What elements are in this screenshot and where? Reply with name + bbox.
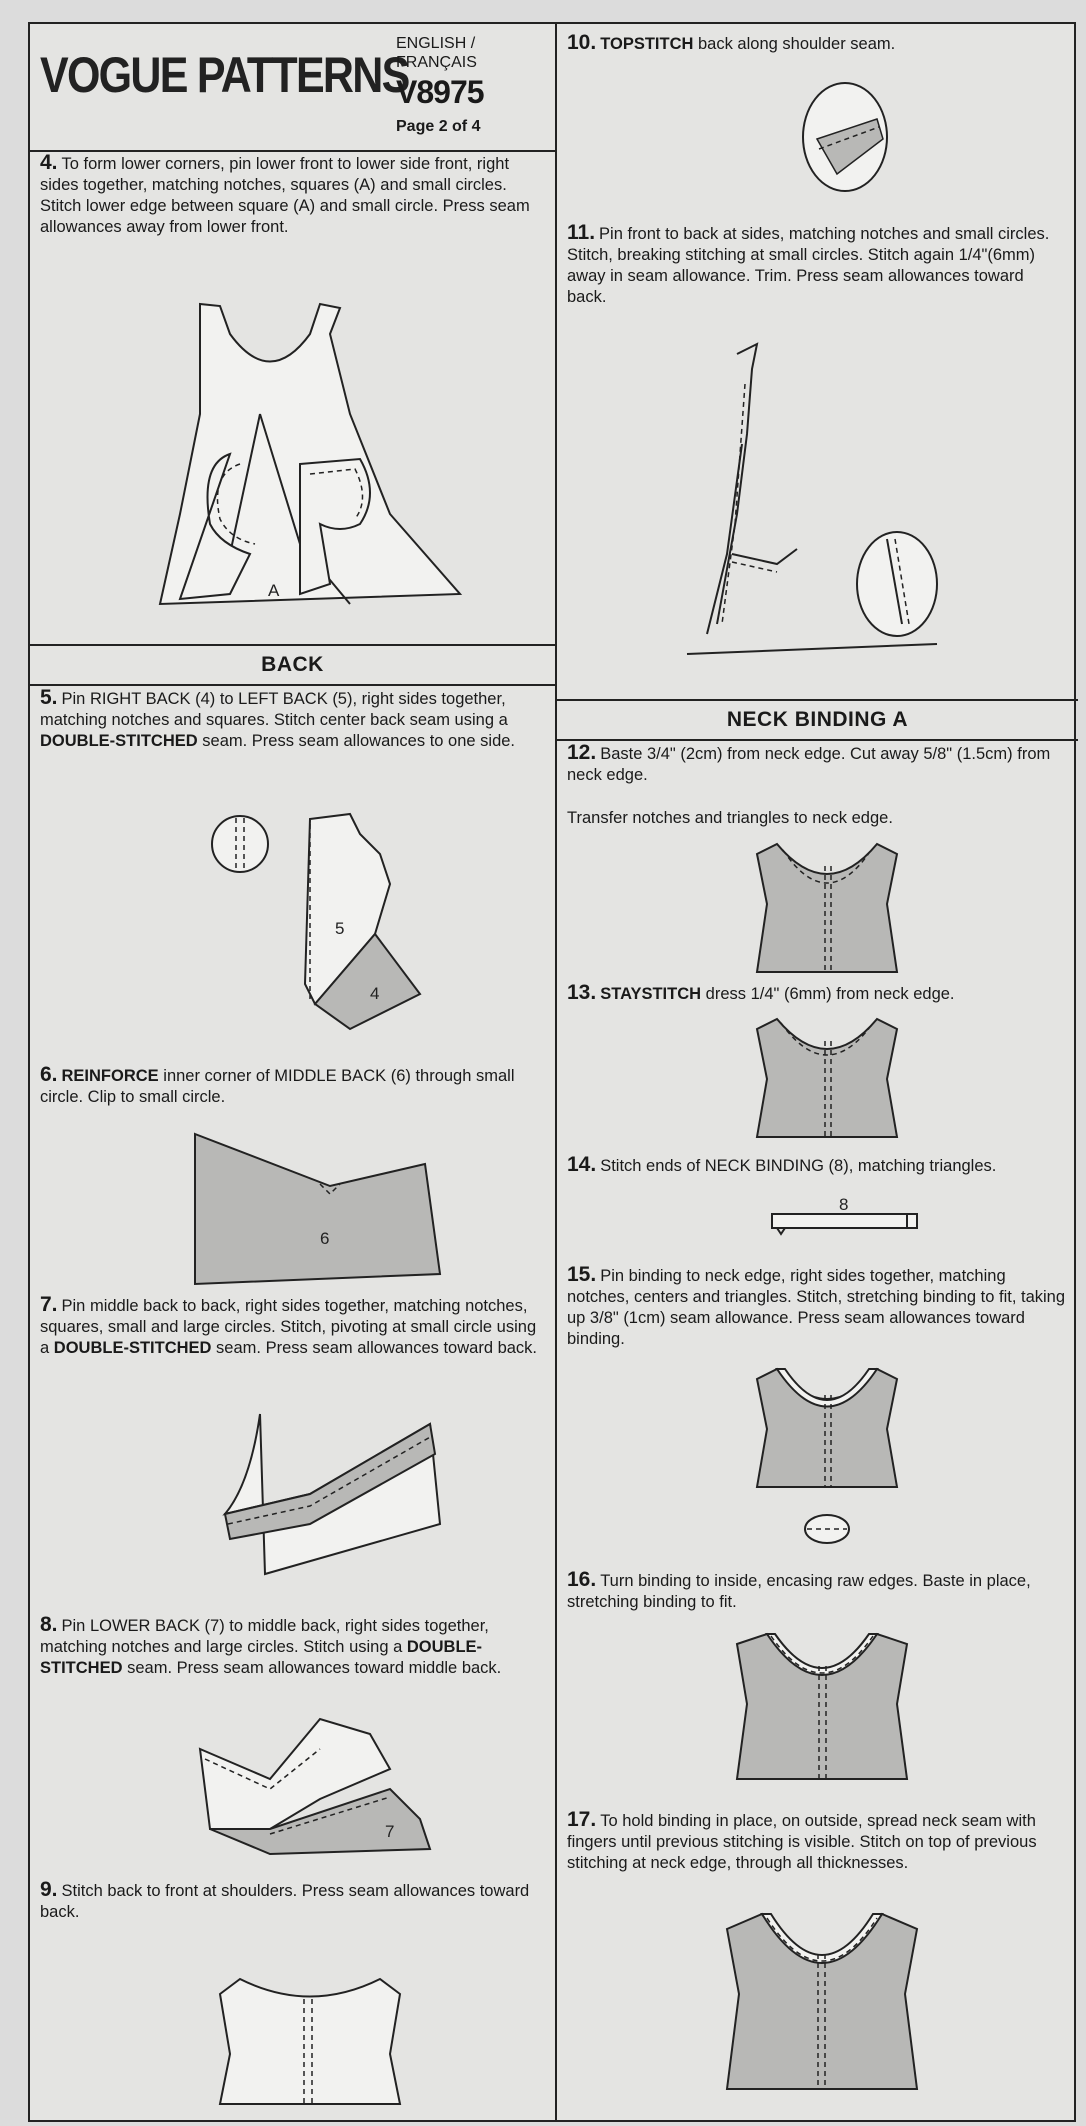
step-number: 15. (567, 1263, 597, 1286)
step-text: Pin middle back to back, right sides together, matching notches, squares, small and large circles. Stitch, pivoting at small circle using a (40, 1297, 537, 1357)
header (30, 24, 555, 152)
figure-step-16 (727, 1634, 917, 1784)
step-15 (567, 1264, 1067, 1350)
section-neck-binding: NECK BINDING A (557, 699, 1078, 741)
figure-step-7 (210, 1414, 450, 1584)
step-text: Stitch back to front at shoulders. Press seam allowances toward back. (40, 1882, 530, 1921)
figure-step-11 (687, 324, 947, 664)
step-number: 9. (40, 1878, 58, 1901)
brand-logo: VOGUE PATTERNS (40, 47, 409, 103)
figure-step-17 (717, 1914, 927, 2094)
figure-step-6 (180, 1124, 450, 1294)
step-text: Pin binding to neck edge, right sides together, matching notches, centers and triangles. Stitch, stretching binding to fit, taking up 3/8" (1cm) seam allowance. Press seam allowances toward binding. (567, 1267, 1066, 1348)
step-number: 6. (40, 1063, 58, 1086)
step-12 (567, 742, 1067, 829)
left-column (30, 24, 555, 2120)
label-7: 7 (385, 1822, 395, 1841)
step-number: 17. (567, 1808, 597, 1831)
step-number: 5. (40, 686, 58, 709)
step-text: inner corner of MIDDLE BACK (6) through small circle. Clip to small circle. (40, 1067, 515, 1106)
figure-step-15 (747, 1369, 907, 1549)
figure-step-8 (190, 1719, 450, 1859)
language-label (396, 34, 477, 72)
step-17 (567, 1809, 1067, 1874)
language-line-1: ENGLISH / (396, 35, 476, 52)
step-number: 12. (567, 741, 597, 764)
step-text: Pin LOWER BACK (7) to middle back, right sides together, matching notches and large circles. Stitch using a (40, 1617, 489, 1656)
label-a: A (268, 581, 280, 600)
step-text-2: seam. Press seam allowances to one side. (202, 732, 516, 750)
figure-step-12 (747, 844, 907, 974)
step-text: To hold binding in place, on outside, spread neck seam with fingers until previous stitching is visible. Stitch on top of previous stitching at neck edge, through all thicknesses. (567, 1812, 1037, 1872)
figure-step-10 (797, 79, 897, 199)
step-bold: DOUBLE-STITCHED (40, 732, 198, 750)
figure-step-5 (210, 804, 450, 1044)
step-bold: DOUBLE-STITCHED (40, 1638, 483, 1677)
step-bold: TOPSTITCH (600, 35, 694, 53)
step-13 (567, 982, 1067, 1005)
step-bold: DOUBLE-STITCHED (53, 1339, 212, 1357)
figure-step-14 (767, 1194, 927, 1244)
step-9 (40, 1879, 545, 1923)
figure-step-9 (200, 1974, 430, 2114)
label-5: 5 (335, 919, 345, 938)
step-text: Pin front to back at sides, matching notches and small circles. Stitch, breaking stitching at small circles. Stitch again 1/4"(6mm) away in seam allowance. Trim. Press seam allowances toward back. (567, 225, 1050, 306)
step-number: 16. (567, 1568, 597, 1591)
step-6 (40, 1064, 545, 1108)
label-8: 8 (839, 1195, 849, 1214)
step-number: 4. (40, 151, 58, 174)
step-10 (567, 32, 1067, 55)
step-text: To form lower corners, pin lower front to lower side front, right sides together, matching notches, squares (A) and small circles. Stitch lower edge between square (A) and small circle. Press seam allowances away from lower front. (40, 155, 530, 236)
step-number: 10. (567, 31, 597, 54)
step-14 (567, 1154, 1067, 1177)
label-4: 4 (370, 984, 380, 1003)
step-number: 13. (567, 981, 597, 1004)
step-number: 11. (567, 221, 596, 244)
label-6: 6 (320, 1229, 330, 1248)
page-number: Page 2 of 4 (396, 118, 481, 135)
step-text: Turn binding to inside, encasing raw edges. Baste in place, stretching binding to fit. (567, 1572, 1031, 1611)
step-number: 7. (40, 1293, 58, 1316)
step-bold: STAYSTITCH (600, 985, 702, 1003)
right-column (557, 24, 1078, 2120)
step-5 (40, 687, 545, 752)
step-text-2: seam. Press seam allowances toward middle back. (127, 1659, 502, 1677)
step-text-2: seam. Press seam allowances toward back. (216, 1339, 538, 1357)
step-7 (40, 1294, 545, 1359)
step-4 (40, 152, 545, 238)
section-back: BACK (30, 644, 555, 686)
step-text: dress 1/4" (6mm) from neck edge. (705, 985, 955, 1003)
instruction-sheet (28, 22, 1076, 2122)
step-8 (40, 1614, 545, 1679)
language-line-2: FRANÇAIS (396, 54, 477, 71)
step-text: Pin RIGHT BACK (4) to LEFT BACK (5), right sides together, matching notches and squares. Stitch center back seam using a (40, 690, 508, 729)
step-number: 14. (567, 1153, 597, 1176)
pattern-code: V8975 (396, 74, 484, 110)
step-11 (567, 222, 1067, 308)
step-text: back along shoulder seam. (698, 35, 896, 53)
figure-step-4 (160, 294, 480, 624)
step-16 (567, 1569, 1067, 1613)
step-text: Baste 3/4" (2cm) from neck edge. Cut away 5/8" (1.5cm) from neck edge. (567, 745, 1051, 784)
step-bold: REINFORCE (61, 1067, 159, 1085)
step-text-2: Transfer notches and triangles to neck edge. (567, 809, 893, 827)
step-number: 8. (40, 1613, 58, 1636)
figure-step-13 (747, 1019, 907, 1139)
step-text: Stitch ends of NECK BINDING (8), matching triangles. (600, 1157, 997, 1175)
